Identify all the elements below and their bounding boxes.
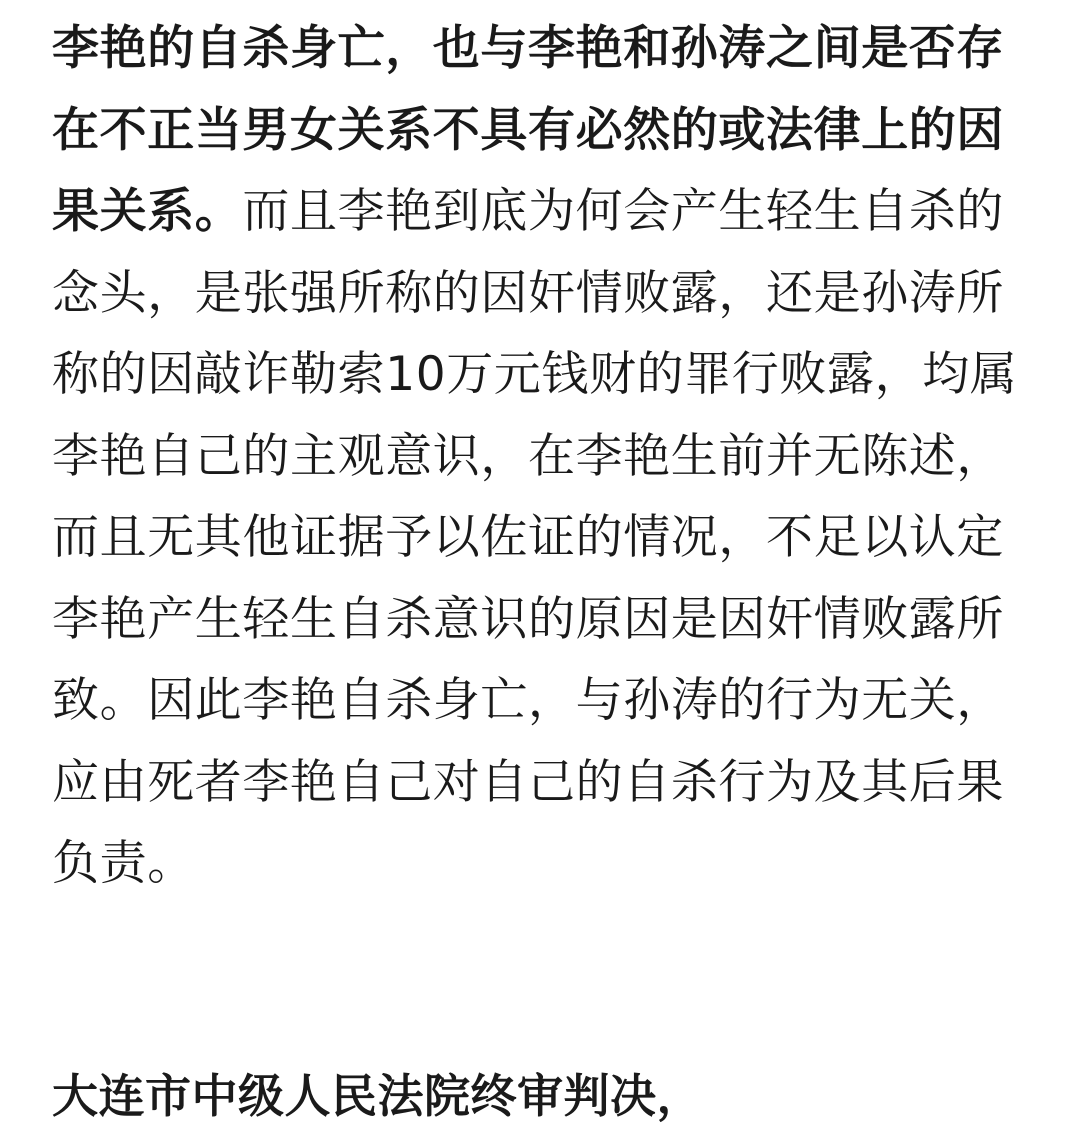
section-heading: 大连市中级人民法院终审判决， [52,1069,703,1123]
bold-statement: 李艳的自杀身亡，也与李艳和孙涛之间是否存在不正当男女关系不具有必然的或法律上的因果关系。 [52,21,1004,239]
regular-statement: 而且李艳到底为何会产生轻生自杀的念头，是张强所称的因奸情败露，还是孙涛所称的因敲诈勒索10万元钱财的罪行败露，均属李艳自己的主观意识，在李艳生前并无陈述，而且无其他证据予以佐证的情况，不足以认定李艳产生轻生自杀意识的原因是因奸情败露所致。因此李艳自杀身亡，与孙涛的行为无关，应由死者李艳自己对自己的自杀行为及其后果负责。 [52,184,1018,891]
judgment-paragraph [52,0,1042,905]
article-body [52,0,1042,1123]
